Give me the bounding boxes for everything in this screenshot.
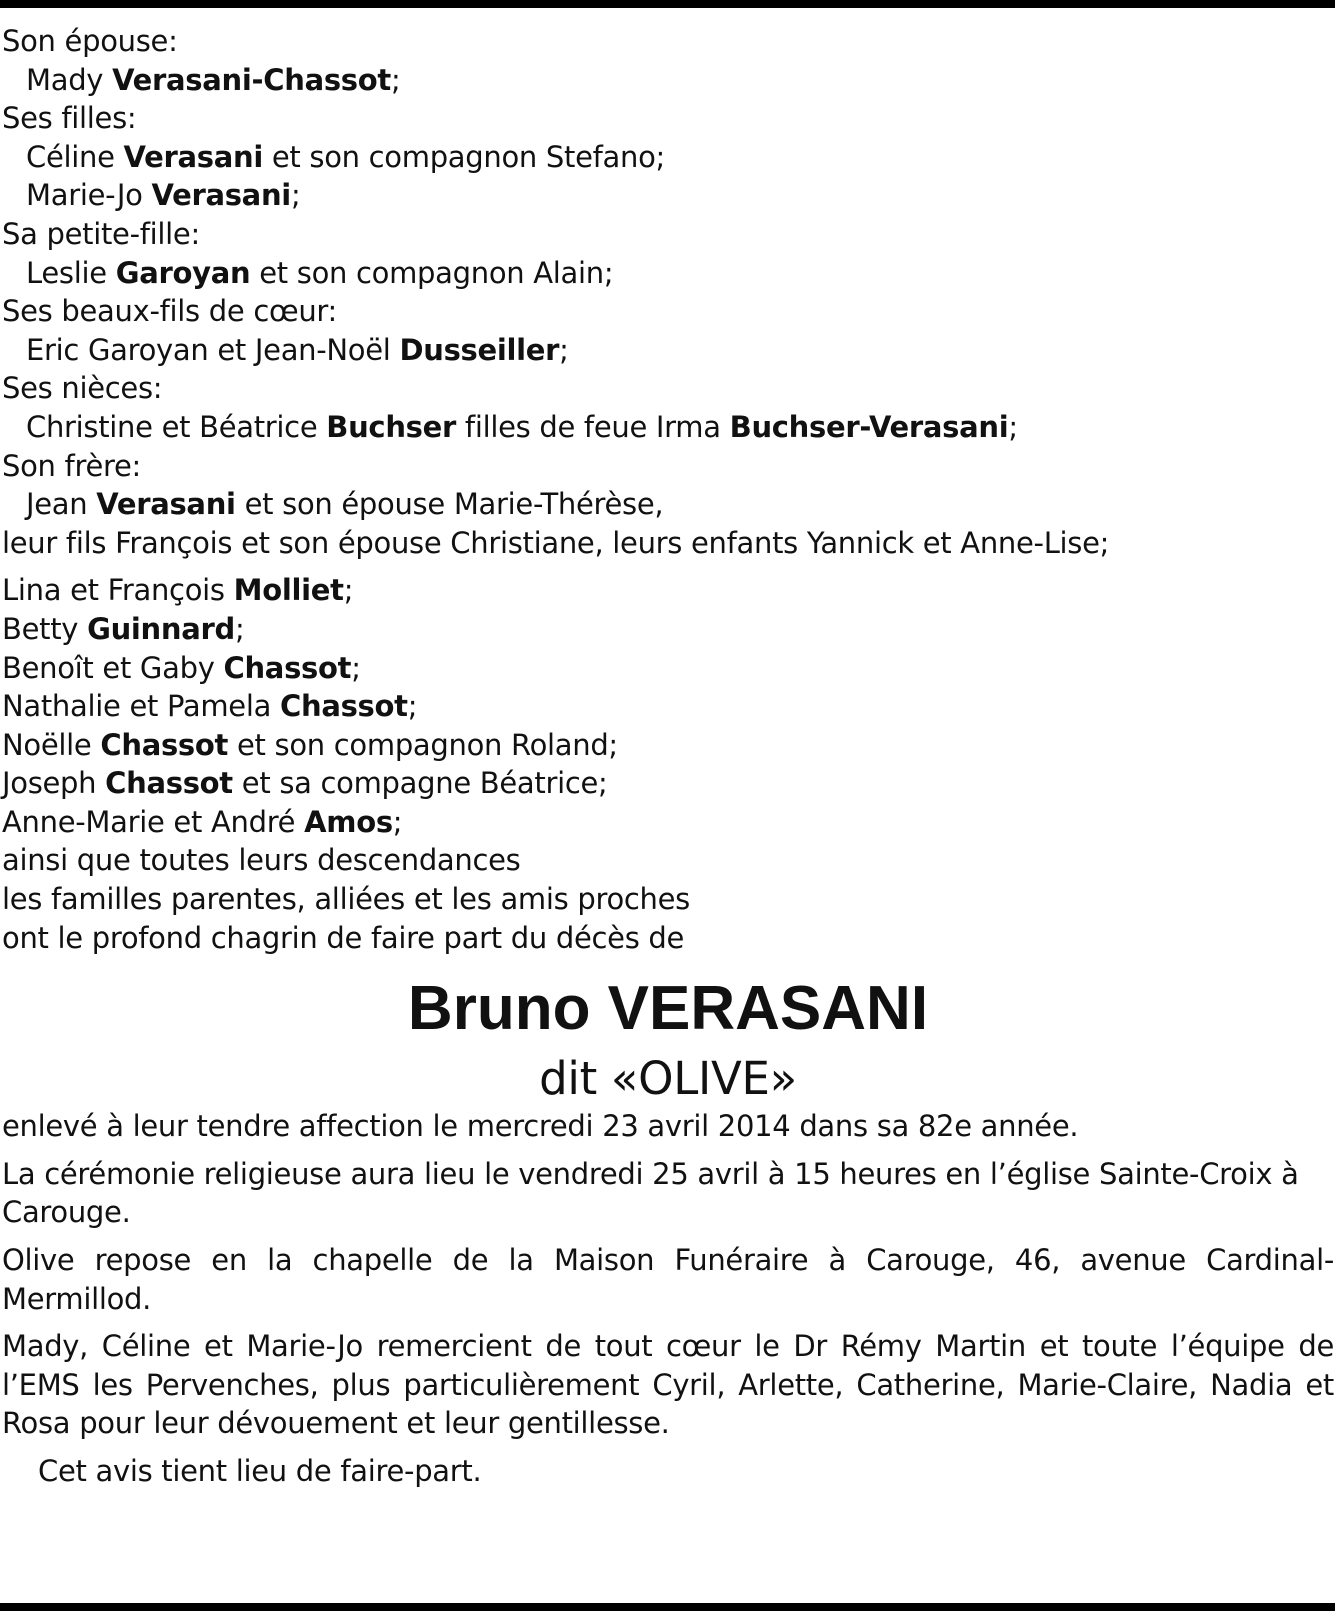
text-segment: leur fils François et son épouse Christiane, leurs enfants Yannick et Anne-Lise; — [2, 525, 1110, 560]
relative-entry — [2, 841, 1334, 880]
family-name: Amos — [304, 804, 393, 839]
text-segment: et son épouse Marie-Thérèse, — [235, 487, 664, 522]
deceased-block — [2, 967, 1334, 1107]
relative-entry — [2, 331, 1334, 370]
text-segment: Anne-Marie et André — [2, 804, 305, 839]
text-segment: ; — [290, 178, 301, 213]
deceased-name: Bruno VERASANI — [407, 974, 929, 1044]
obituary-notice — [2, 22, 1334, 1491]
relation-label — [2, 215, 1334, 254]
text-segment: Mady — [26, 62, 113, 97]
relation-label — [2, 292, 1334, 331]
paragraph-resting-place: Olive repose en la chapelle de la Maison Funéraire à Carouge, 46, avenue Cardinal-Mermillod. — [2, 1243, 1334, 1316]
relation-label — [2, 22, 1334, 61]
text-segment: Joseph — [2, 766, 106, 801]
relative-entry — [2, 254, 1334, 293]
text-segment: et son compagnon Alain; — [250, 255, 614, 290]
paragraph-death: enlevé à leur tendre affection le mercredi 23 avril 2014 dans sa 82e année. — [2, 1109, 1079, 1144]
text-segment: Ses beaux-fils de cœur: — [2, 294, 337, 329]
relative-entry — [2, 880, 1334, 919]
text-segment: Noëlle — [2, 727, 101, 762]
text-segment: Son frère: — [2, 448, 141, 483]
deceased-nickname: dit «OLIVE» — [539, 1052, 797, 1106]
text-segment: ont le profond chagrin de faire part du décès de — [2, 920, 685, 955]
relative-entry — [2, 408, 1334, 447]
closing-note: Cet avis tient lieu de faire-part. — [38, 1454, 482, 1488]
family-list — [2, 22, 1334, 562]
paragraph-ceremony: La cérémonie religieuse aura lieu le vendredi 25 avril à 15 heures en l’église Sainte-Croix à Carouge. — [2, 1156, 1299, 1230]
text-segment: ; — [343, 573, 354, 608]
text-segment: ; — [559, 332, 569, 367]
relative-entry — [2, 138, 1334, 177]
text-segment: Ses nièces: — [2, 371, 163, 406]
text-segment: les familles parentes, alliées et les amis proches — [2, 882, 690, 917]
bottom-rule — [0, 1603, 1335, 1611]
relative-entry — [2, 649, 1334, 688]
text-segment: Ses filles: — [2, 101, 137, 136]
text-segment: Son épouse: — [2, 24, 178, 58]
relative-entry — [2, 610, 1334, 649]
relative-entry — [2, 764, 1334, 803]
text-segment: ; — [1008, 409, 1018, 444]
text-segment: Marie-Jo — [26, 178, 152, 213]
family-name: Verasani — [96, 487, 236, 522]
family-name: Guinnard — [87, 611, 235, 646]
relative-entry — [2, 571, 1334, 610]
relation-label — [2, 524, 1334, 563]
relation-label — [2, 447, 1334, 486]
relative-entry — [2, 61, 1334, 100]
text-segment: Leslie — [26, 255, 116, 290]
relatives-list — [2, 571, 1334, 957]
family-name: Chassot — [223, 650, 352, 685]
text-segment: Nathalie et Pamela — [2, 689, 280, 724]
relative-entry — [2, 687, 1334, 726]
relative-entry — [2, 803, 1334, 842]
family-name: Molliet — [233, 573, 344, 608]
relation-label — [2, 99, 1334, 138]
text-segment: Eric Garoyan et Jean-Noël — [26, 332, 400, 367]
relative-entry — [2, 176, 1334, 215]
text-segment: Lina et François — [2, 573, 234, 608]
relative-entry — [2, 919, 1334, 958]
family-name: Chassot — [100, 727, 229, 762]
paragraph-thanks: Mady, Céline et Marie-Jo remercient de tout cœur le Dr Rémy Martin et toute l’équipe de l’EMS les Pervenches, plus particulièrement Cyril, Arlette, Catherine, Marie-Claire, Nadia et Rosa pour leur dévouement et leur gentillesse. — [2, 1329, 1334, 1441]
text-segment: Céline — [26, 139, 124, 174]
family-name: Garoyan — [115, 255, 251, 290]
text-segment: ; — [392, 804, 403, 839]
text-segment: Betty — [2, 611, 88, 646]
text-segment: Christine et Béatrice — [26, 409, 327, 444]
text-segment: ; — [390, 62, 401, 97]
text-segment: Sa petite-fille: — [2, 216, 200, 251]
text-segment: Jean — [26, 487, 97, 522]
text-segment: Benoît et Gaby — [2, 650, 224, 685]
family-name: Verasani-Chassot — [112, 62, 391, 97]
relative-entry — [2, 726, 1334, 765]
family-name: Dusseiller — [399, 332, 560, 367]
text-segment: ; — [407, 689, 418, 724]
text-segment: et sa compagne Béatrice; — [232, 766, 608, 801]
text-segment: ainsi que toutes leurs descendances — [2, 843, 521, 878]
relative-entry — [2, 485, 1334, 524]
text-segment: ; — [234, 611, 245, 646]
family-name: Verasani — [151, 178, 291, 213]
family-name: Verasani — [123, 139, 263, 174]
family-name: Chassot — [280, 689, 408, 724]
text-segment: ; — [351, 650, 361, 685]
family-name: Buchser — [326, 409, 456, 444]
relation-label — [2, 369, 1334, 408]
family-name: Buchser-Verasani — [729, 409, 1009, 444]
text-segment: et son compagnon Stefano; — [262, 139, 666, 174]
top-rule — [0, 0, 1335, 8]
text-segment: filles de feue Irma — [456, 409, 730, 444]
text-segment: et son compagnon Roland; — [228, 727, 618, 762]
family-name: Chassot — [105, 766, 233, 801]
